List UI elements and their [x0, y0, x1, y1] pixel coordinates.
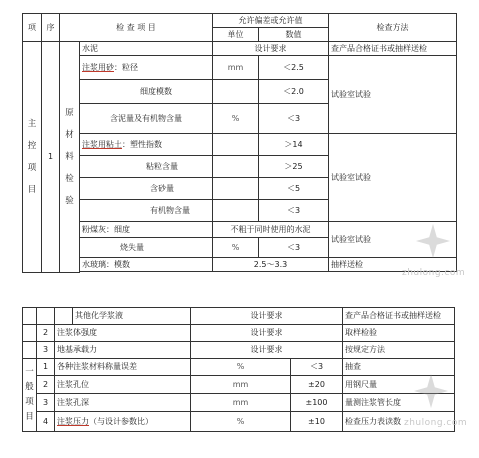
sand-grain-value: ＜2.5: [259, 56, 329, 80]
mix-value: ＜3: [291, 359, 343, 376]
clay-plastic-value: ＞14: [259, 134, 329, 156]
hole-depth-seq: 3: [37, 394, 55, 412]
cement-label: 水泥: [80, 42, 213, 56]
watermark-logo-icon-2: [412, 372, 450, 410]
watermark-logo-icon: [414, 222, 452, 260]
sand-mud-unit: %: [213, 104, 259, 134]
t2-cat-blank-1: [23, 308, 37, 325]
clay-sand-value: ＜5: [259, 178, 329, 200]
water-glass-value: 2.5～3.3: [213, 258, 329, 272]
grout-strength-seq: 2: [37, 325, 55, 342]
pressure-label-underlined: 注浆压力: [57, 416, 89, 426]
bearing-label: 地基承载力: [55, 342, 191, 359]
other-chem-value: 设计要求: [191, 308, 343, 325]
bearing-method: 按规定方法: [343, 342, 455, 359]
bearing-seq: 3: [37, 342, 55, 359]
clay-organic-value: ＜3: [259, 200, 329, 222]
flyash-method: 试验室试验: [329, 222, 457, 258]
seq-no: 1: [42, 42, 60, 273]
bearing-value: 设计要求: [191, 342, 343, 359]
t2-cat-blank-2: [23, 325, 37, 342]
hole-depth-method: 量测注浆管长度: [343, 394, 455, 412]
flyash-loss-unit: %: [213, 238, 259, 258]
flyash-fineness-label: 粉煤灰：细度: [80, 222, 213, 238]
other-chem-method: 查产品合格证书或抽样送检: [343, 308, 455, 325]
clay-particle-label: 粘粒含量: [80, 156, 213, 178]
sand-mud-value: ＜3: [259, 104, 329, 134]
pressure-seq: 4: [37, 412, 55, 432]
clay-sand-label: 含砂量: [80, 178, 213, 200]
clay-label-underlined: 注浆用粘土: [82, 139, 122, 149]
hole-depth-label: 注浆孔深: [55, 394, 191, 412]
group-raw-material: 原材料检验: [60, 42, 80, 273]
sand-grain-label: [80, 56, 213, 80]
mix-method: 抽查: [343, 359, 455, 376]
sand-grain-rest: ：粒径: [114, 62, 138, 72]
category-main-control: 主控项目: [23, 42, 42, 273]
t2-cat-blank-3: [23, 342, 37, 359]
hole-pos-seq: 2: [37, 376, 55, 394]
clay-organic-label: 有机物含量: [80, 200, 213, 222]
inspection-table-continued: [22, 307, 455, 432]
clay-organic-unit: [213, 200, 259, 222]
header-method: 检查方法: [329, 14, 457, 42]
category-general: 一般项目: [23, 359, 37, 432]
sand-mud-label: 含泥量及有机物含量: [80, 104, 213, 134]
pressure-unit: %: [191, 412, 291, 432]
header-unit: 单位: [213, 28, 259, 42]
cement-method: 查产品合格证书或抽样送检: [329, 42, 457, 56]
hole-pos-value: ±20: [291, 376, 343, 394]
mix-unit: %: [191, 359, 291, 376]
watermark-text-bottom: zhulong.com: [404, 418, 468, 428]
hole-depth-unit: mm: [191, 394, 291, 412]
hole-pos-unit: mm: [191, 376, 291, 394]
clay-method: 试验室试验: [329, 134, 457, 222]
pressure-label-rest: （与设计参数比）: [89, 416, 153, 426]
clay-particle-unit: [213, 156, 259, 178]
sand-method: 试验室试验: [329, 56, 457, 134]
header-seq: 序: [42, 14, 60, 42]
water-glass-label: 水玻璃：模数: [80, 258, 213, 272]
clay-plastic-rest: ：塑性指数: [122, 139, 162, 149]
pressure-value: ±10: [291, 412, 343, 432]
hole-pos-method: 用钢尺量: [343, 376, 455, 394]
grout-strength-value: 设计要求: [191, 325, 343, 342]
t2-group-blank-1: [55, 308, 73, 325]
grout-strength-label: 注浆体强度: [55, 325, 191, 342]
flyash-loss-label: 烧失量: [80, 238, 213, 258]
inspection-table-main: [22, 13, 457, 273]
watermark-text-top: zhulong.com: [402, 268, 466, 278]
header-value: 数值: [259, 28, 329, 42]
pressure-label: [55, 412, 191, 432]
mix-label: 各种注浆材料称量误差: [55, 359, 191, 376]
sand-label-underlined: 注浆用砂: [82, 62, 114, 72]
header-allowance: 允许偏差或允许值: [213, 14, 329, 28]
water-glass-method: 抽样送检: [329, 258, 457, 272]
flyash-loss-value: ＜3: [259, 238, 329, 258]
sand-fineness-label: 细度模数: [80, 80, 213, 104]
clay-plastic-label: [80, 134, 213, 156]
cement-value: 设计要求: [213, 42, 329, 56]
clay-sand-unit: [213, 178, 259, 200]
mix-seq: 1: [37, 359, 55, 376]
pressure-method: 检查压力表读数: [343, 412, 455, 432]
hole-depth-value: ±100: [291, 394, 343, 412]
header-check-item: 检 查 项 目: [60, 14, 213, 42]
hole-pos-label: 注浆孔位: [55, 376, 191, 394]
other-chem-label: 其他化学浆液: [73, 308, 191, 325]
sand-grain-unit: mm: [213, 56, 259, 80]
sand-fineness-value: ＜2.0: [259, 80, 329, 104]
sand-fineness-unit: [213, 80, 259, 104]
header-item: 项: [23, 14, 42, 42]
flyash-fineness-value: 不粗于同时使用的水泥: [213, 222, 329, 238]
t2-seq-blank-1: [37, 308, 55, 325]
clay-particle-value: ＞25: [259, 156, 329, 178]
clay-plastic-unit: [213, 134, 259, 156]
grout-strength-method: 取样检验: [343, 325, 455, 342]
